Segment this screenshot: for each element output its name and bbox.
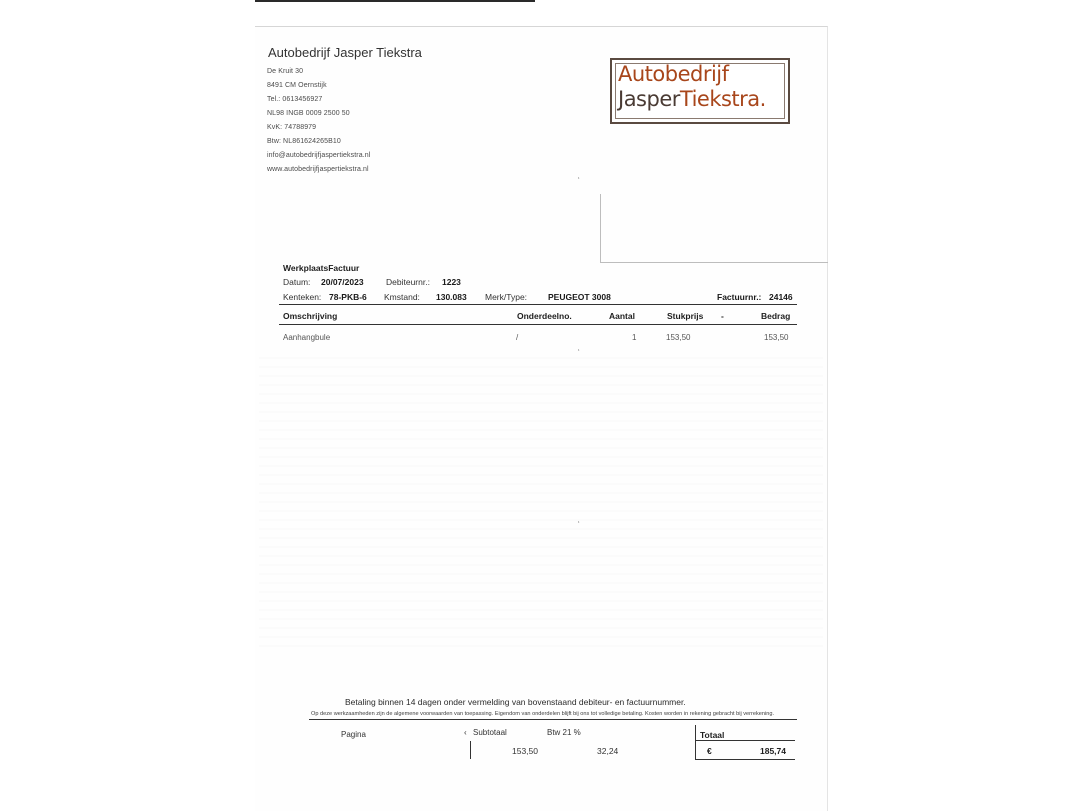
subtotaal-label: Subtotaal — [473, 728, 507, 737]
logo-text-line1: Autobedrijf — [618, 62, 729, 86]
header-rule-top — [279, 304, 797, 305]
totaal-box-bottom — [695, 759, 795, 760]
currency-symbol: € — [707, 746, 712, 756]
footer-rule — [309, 719, 797, 720]
email-line: info@autobedrijfjaspertiekstra.nl — [267, 152, 371, 159]
kmstand-label: Kmstand: — [384, 292, 420, 302]
row-bedrag: 153,50 — [764, 333, 789, 342]
payment-note: Betaling binnen 14 dagen onder vermelding van bovenstaand debiteur- en factuurnummer. — [345, 697, 686, 707]
datum-value: 20/07/2023 — [321, 277, 364, 287]
logo-text-tiekstra: Tiekstra. — [679, 87, 766, 111]
scan-speck: ‘ — [578, 349, 580, 356]
kvk-line: KvK: 74788979 — [267, 124, 317, 131]
company-logo — [610, 58, 790, 124]
scan-artifact-edge — [600, 194, 828, 263]
totaal-label: Totaal — [700, 730, 725, 740]
pagina-label: Pagina — [341, 730, 366, 739]
col-header-separator: - — [721, 311, 724, 321]
logo-text-line2 — [618, 89, 766, 110]
col-header-onderdeelno: Onderdeelno. — [517, 311, 572, 321]
col-header-aantal: Aantal — [609, 311, 635, 321]
terms-small-print: Op deze werkzaamheden zijn de algemene voorwaarden van toepassing. Eigendom van onderdelen blijft bij ons tot volledige betaling. Kosten worden in rekening gebracht bij verrekening. — [311, 711, 775, 717]
debiteur-label: Debiteurnr.: — [386, 277, 430, 287]
address-line: De Kruit 30 — [267, 68, 304, 75]
invoice-title: WerkplaatsFactuur — [283, 263, 360, 273]
col-header-omschrijving: Omschrijving — [283, 311, 338, 321]
scan-speck: ‘ — [578, 177, 580, 184]
row-omschrijving: Aanhangbule — [283, 333, 331, 342]
kmstand-value: 130.083 — [436, 292, 467, 302]
address-line: 8491 CM Oernstijk — [267, 82, 327, 89]
header-rule-bottom — [279, 324, 797, 325]
iban-line: NL98 INGB 0009 2500 50 — [267, 110, 350, 117]
totaal-box-rule — [695, 740, 795, 741]
row-aantal: 1 — [632, 333, 637, 342]
factuurnr-value: 24146 — [769, 292, 793, 302]
kenteken-value: 78-PKB-6 — [329, 292, 367, 302]
btw-label: Btw 21 % — [547, 728, 581, 737]
totaal-value: 185,74 — [760, 746, 786, 756]
col-header-stukprijs: Stukprijs — [667, 311, 704, 321]
merk-label: Merk/Type: — [485, 292, 528, 302]
row-stukprijs: 153,50 — [666, 333, 691, 342]
scan-speck: ‘ — [578, 521, 580, 528]
factuurnr-label: Factuurnr.: — [717, 292, 762, 302]
subtotaal-value: 153,50 — [512, 746, 538, 756]
totals-divider-left — [470, 741, 471, 759]
merk-value: PEUGEOT 3008 — [548, 292, 611, 302]
btw-value: 32,24 — [597, 746, 619, 756]
subtotaal-marker: ‹ — [464, 728, 467, 737]
invoice-page — [255, 26, 828, 811]
btw-line: Btw: NL861624265B10 — [267, 138, 341, 145]
kenteken-label: Kenteken: — [283, 292, 322, 302]
scan-edge-line — [255, 0, 535, 2]
company-name: Autobedrijf Jasper Tiekstra — [268, 45, 422, 60]
debiteur-value: 1223 — [442, 277, 461, 287]
datum-label: Datum: — [283, 277, 311, 287]
col-header-bedrag: Bedrag — [761, 311, 791, 321]
website-line: www.autobedrijfjaspertiekstra.nl — [267, 166, 369, 173]
phone-line: Tel.: 0613456927 — [267, 96, 323, 103]
logo-text-jasper: Jasper — [618, 87, 680, 111]
row-onderdeelno: / — [516, 333, 519, 342]
totaal-box-left — [695, 725, 696, 760]
